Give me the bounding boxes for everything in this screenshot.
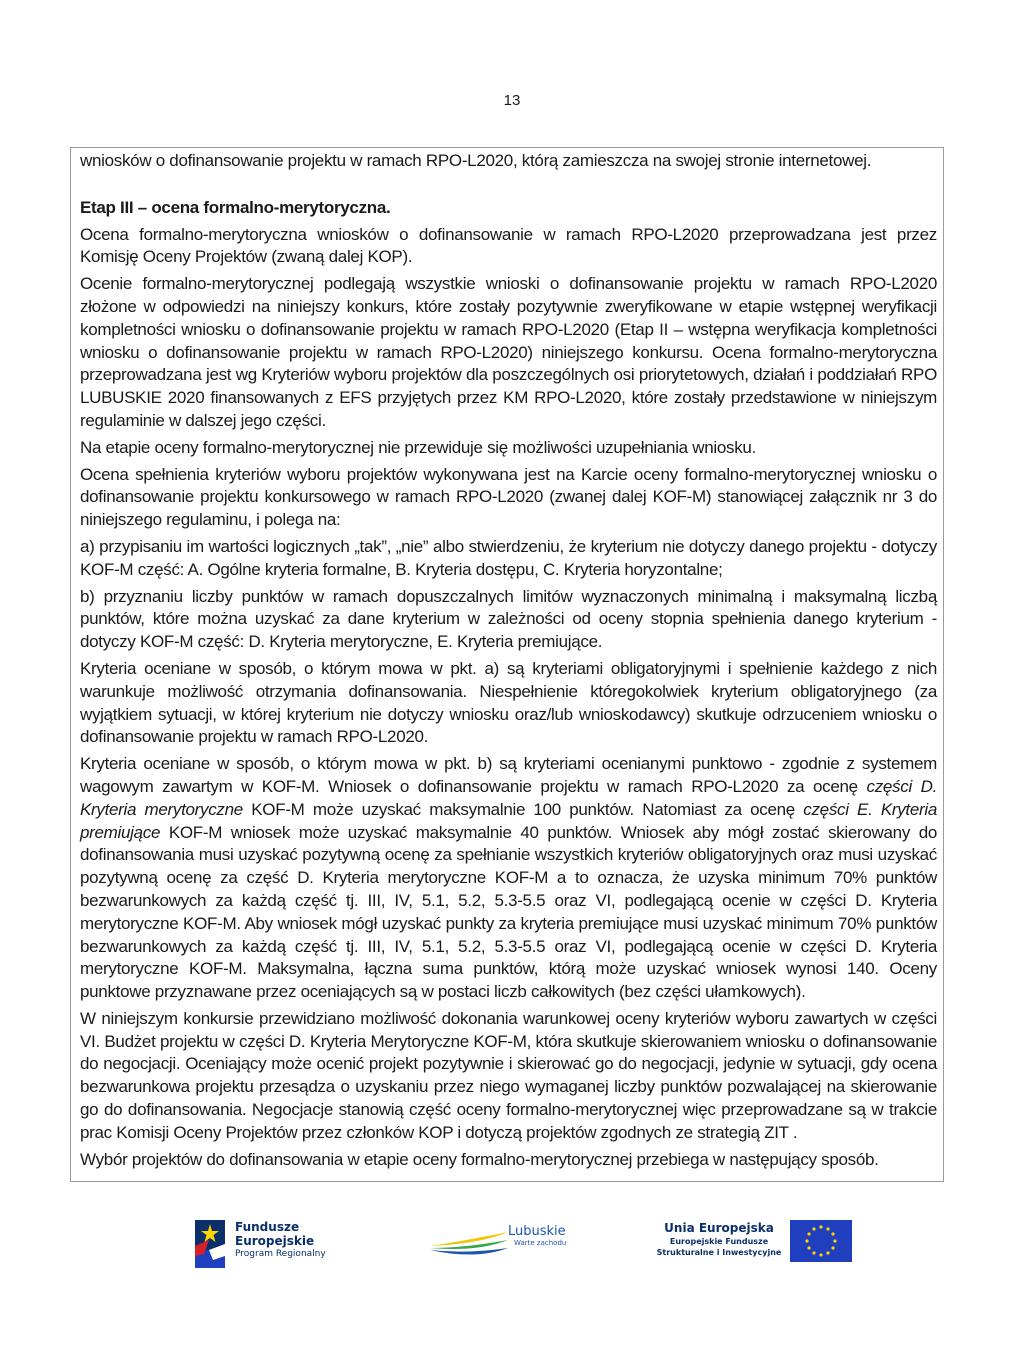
lubuskie-tagline: Warte zachodu — [514, 1239, 567, 1247]
eu-line-1: Unia Europejska — [664, 1221, 774, 1235]
paragraph-intro: wniosków o dofinansowanie projektu w ramach RPO-L2020, którą zamieszcza na swojej stronie internetowej. — [80, 151, 872, 170]
paragraph-9: W niniejszym konkursie przewidziano możliwość dokonania warunkowej oceny kryteriów wyboru zawartych w części VI. Budżet projektu w części D. Kryteria Merytoryczne KOF-M, która skutkuje skierowaniem wniosku o dofinansowanie do negocjacji. Oceniający może ocenić projekt pozytywnie i skierować go do negocjacji, jedynie w sytuacji, gdy ocena bezwarunkowa projektu przesądza o uzyskaniu przez niego wymaganej liczby punktów pozwalającej na skierowanie go do dofinansowania. Negocjacje stanowią część oceny formalno-merytorycznej więc przeprowadzane są w trakcie prac Komisji Oceny Projektów przez członków KOP i dotyczą projektów zgodnych ze strategią ZIT . — [80, 1008, 937, 1142]
document-body — [80, 150, 937, 1175]
paragraph-3: Na etapie oceny formalno-merytorycznej nie przewiduje się możliwości uzupełniania wniosku. — [80, 437, 756, 457]
fundusze-europejskie-mark-icon — [195, 1220, 225, 1268]
fundusze-europejskie-logo — [195, 1218, 345, 1268]
paragraph-10: Wybór projektów do dofinansowania w etapie oceny formalno-merytorycznej przebiega w następujący sposób. — [80, 1149, 879, 1169]
fe-line-2: Europejskie — [235, 1234, 315, 1248]
list-item-b: b) przyznaniu liczby punktów w ramach dopuszczalnych limitów wyznaczonych minimalną i maksymalną liczbą punktów, które można uzyskać za dane kryterium w zależności od oceny stopnia spełnienia danego kryterium - dotyczy KOF-M część: D. Kryteria merytoryczne, E. Kryteria premiujące. — [80, 586, 937, 652]
paragraph-8-part-a: Kryteria oceniane w sposób, o którym mowa w pkt. b) są kryteriami ocenianymi punktowo - zgodnie z systemem wagowym zawartym w KOF-M. Wniosek o dofinansowanie projektu w ramach RPO-L2020 za ocenę — [80, 754, 937, 796]
fundusze-europejskie-text — [235, 1220, 355, 1260]
fe-line-1: Fundusze — [235, 1220, 300, 1234]
paragraph-8-italic-2: części E. Kryteria premiujące — [80, 799, 937, 842]
paragraph-8-part-c: KOF-M wniosek może uzyskać maksymalnie 40 punktów. Wniosek aby mógł zostać skierowany do dofinansowania musi uzyskać pozytywną ocenę za spełnianie wszystkich kryteriów obligatoryjnych oraz musi uzyskać pozytywną ocenę za część D. Kryteria merytoryczne KOF-M a to oznacza, że uzyska minimum 70% punktów bezwarunkowych za każdą część tj. III, IV, 5.1, 5.2, 5.3-5.5 oraz VI, podlegającą ocenie w części D. Kryteria merytoryczne KOF-M. Aby wniosek mógł uzyskać punkty za kryteria premiujące musi uzyskać minimum 70% punktów bezwarunkowych za każdą część tj. III, IV, 5.1, 5.2, 5.3-5.5 oraz VI, podlegającą ocenie w części D. Kryteria merytoryczne KOF-M. Maksymalna, łączna suma punktów, którą może uzyskać wniosek wynosi 140. Oceny punktowe przyznawane przez oceniających są w postaci liczb całkowitych (bez części ułamkowych). — [80, 822, 937, 1002]
page-number: 13 — [503, 92, 521, 109]
lubuskie-swoosh-icon — [428, 1230, 510, 1260]
paragraph-4: Ocena spełnienia kryteriów wyboru projektów wykonywana jest na Karcie oceny formalno-merytorycznej wniosku o dofinansowanie projektu konkursowego w ramach RPO-L2020 (zwanej dalej KOF-M) stanowiącej załącznik nr 3 do niniejszego regulaminu, i polega na: — [80, 464, 937, 530]
eu-flag-icon — [790, 1220, 852, 1262]
footer-logos — [0, 1210, 1024, 1280]
lubuskie-logo — [428, 1224, 578, 1264]
unia-europejska-logo — [656, 1220, 856, 1270]
paragraph-2: Ocenie formalno-merytorycznej podlegają wszystkie wnioski o dofinansowanie projektu w ramach RPO-L2020 złożone w odpowiedzi na niniejszy konkurs, które zostały pozytywnie zweryfikowane w etapie wstępnej weryfikacji kompletności wniosku o dofinansowanie projektu w ramach RPO-L2020 (Etap II – wstępna weryfikacja kompletności wniosku o dofinansowanie projektu w ramach RPO-L2020) niniejszego konkursu. Ocena formalno-merytoryczna przeprowadzana jest wg Kryteriów wyboru projektów dla poszczególnych osi priorytetowych, działań i poddziałań RPO LUBUSKIE 2020 finansowanych z EFS przyjętych przez KM RPO-L2020, które zostały przedstawione w niniejszym regulaminie w dalszej jego części. — [80, 274, 937, 430]
paragraph-1: Ocena formalno-merytoryczna wniosków o dofinansowanie w ramach RPO-L2020 przeprowadzana jest przez Komisję Oceny Projektów (zwaną dalej KOP). — [80, 224, 937, 267]
paragraph-8-part-b: KOF-M może uzyskać maksymalnie 100 punktów. Natomiast za ocenę — [242, 799, 804, 819]
paragraph-8-italic-1: części D. Kryteria merytoryczne — [80, 776, 937, 819]
paragraph-7: Kryteria oceniane w sposób, o którym mowa w pkt. a) są kryteriami obligatoryjnymi i spełnienie każdego z nich warunkuje możliwość otrzymania dofinansowania. Niespełnienie któregokolwiek kryterium obligatoryjnego (za wyjątkiem sytuacji, w której kryterium nie dotyczy wniosku oraz/lub wnioskodawcy) skutkuje odrzuceniem wniosku o dofinansowanie projektu w ramach RPO-L2020. — [80, 658, 937, 747]
paragraph-8 — [80, 753, 937, 1004]
section-heading: Etap III – ocena formalno-merytoryczna. — [80, 197, 391, 217]
list-item-a: a) przypisaniu im wartości logicznych „tak”, „nie” albo stwierdzeniu, że kryterium nie dotyczy danego projektu - dotyczy KOF-M część: A. Ogólne kryteria formalne, B. Kryteria dostępu, C. Kryteria horyzontalne; — [80, 536, 937, 579]
fe-line-3: Program Regionalny — [235, 1249, 326, 1259]
eu-line-3: Strukturalne i Inwestycyjne — [656, 1248, 782, 1257]
unia-europejska-text — [656, 1220, 782, 1258]
eu-line-2: Europejskie Fundusze — [669, 1237, 769, 1246]
lubuskie-name: Lubuskie — [508, 1224, 566, 1239]
